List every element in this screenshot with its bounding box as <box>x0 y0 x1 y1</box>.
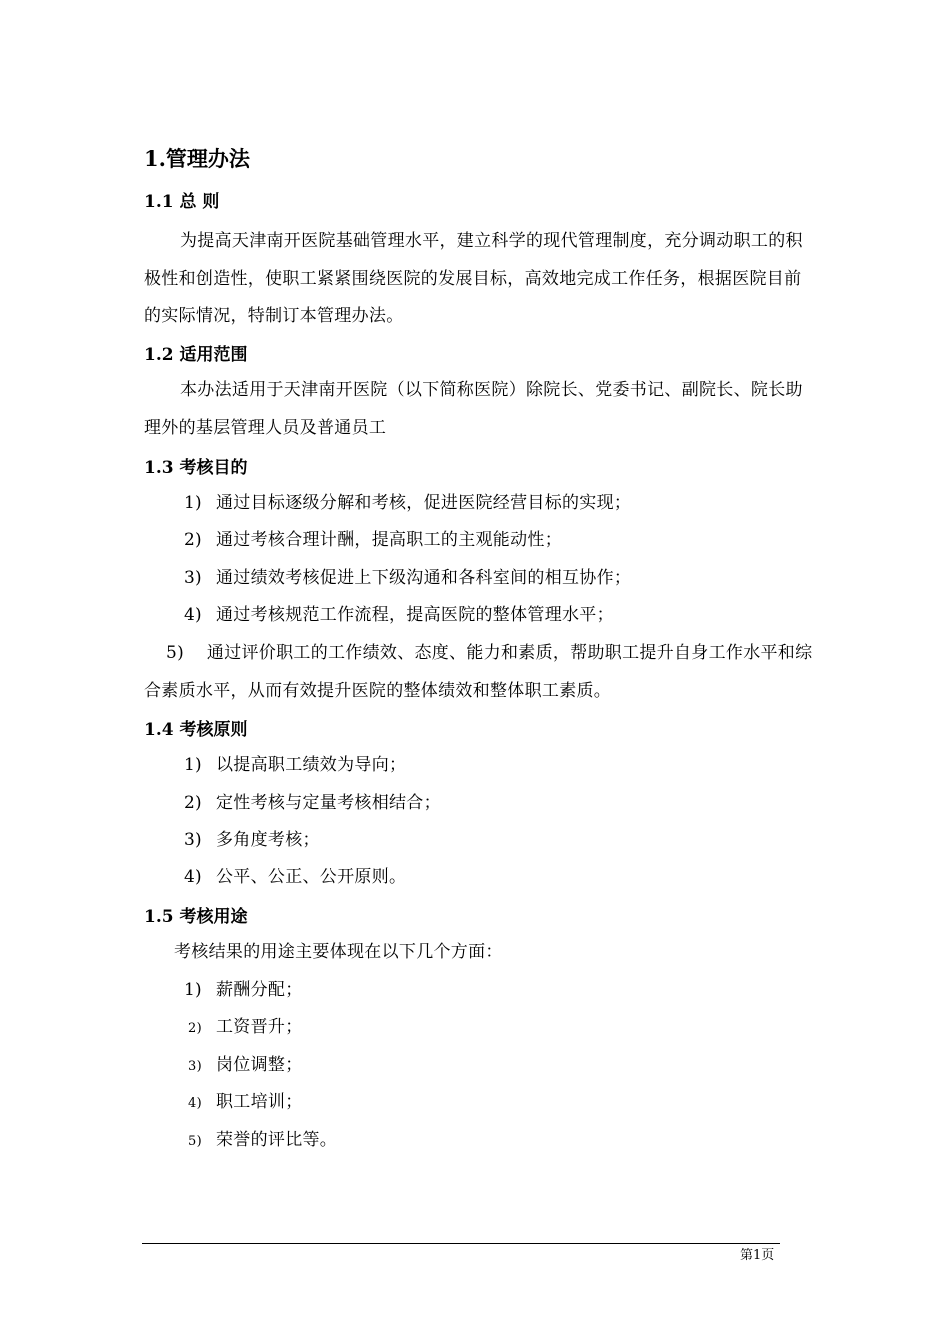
list-item-text: 通过考核规范工作流程，提高医院的整体管理水平； <box>216 605 614 625</box>
list-item-text: 工资晋升； <box>216 1017 303 1037</box>
list-item-text: 公平、公正、公开原则。 <box>216 867 407 887</box>
list-item <box>144 785 816 823</box>
list-item-number: 3) <box>183 830 202 850</box>
list-item-text: 荣誉的评比等。 <box>216 1130 338 1150</box>
list-item-text: 通过评价职工的工作绩效、态度、能力和素质，帮助职工提升自身工作水平和综合素质水平，从而有效提升医院的整体绩效和整体职工素质。 <box>144 643 813 701</box>
section-1-2-paragraph: 本办法适用于天津南开医院（以下简称医院）除院长、党委书记、副院长、院长助理外的基层管理人员及普通员工 <box>144 380 803 438</box>
list-item-number: 2) <box>183 530 202 550</box>
page-number: 第1页 <box>740 1248 775 1263</box>
list-item-text: 定性考核与定量考核相结合； <box>216 793 441 813</box>
list-item <box>144 859 816 897</box>
section-1-5-paragraph: 考核结果的用途主要体现在以下几个方面： <box>174 942 503 962</box>
list-item-text: 岗位调整； <box>216 1055 303 1075</box>
list-item-number: 1) <box>183 755 202 775</box>
footer-divider <box>142 1243 780 1244</box>
list-item-text: 通过绩效考核促进上下级沟通和各科室间的相互协作； <box>216 568 632 588</box>
list-item-number: 2) <box>188 1021 202 1036</box>
list-item-number: 5) <box>188 1134 202 1149</box>
list-item <box>144 597 816 635</box>
list-item-number: 5) <box>166 643 185 663</box>
list-item <box>144 485 816 523</box>
list-item-number: 3) <box>183 568 202 588</box>
list-item <box>144 560 816 598</box>
list-item-number: 1) <box>183 493 202 513</box>
section-heading-1-5: 1.5 考核用途 <box>144 907 248 927</box>
list-item <box>144 635 816 710</box>
list-item-text: 多角度考核； <box>216 830 320 850</box>
list-item-number: 1) <box>183 980 202 1000</box>
list-item <box>144 1122 816 1161</box>
section-heading-1-1: 1.1 总 则 <box>144 192 220 212</box>
list-item <box>144 1047 816 1086</box>
list-item-number: 3) <box>188 1059 202 1074</box>
list-item-number: 4) <box>188 1096 202 1111</box>
page-title: 1.管理办法 <box>144 146 250 171</box>
section-heading-1-3: 1.3 考核目的 <box>144 458 248 478</box>
list-item-number: 2) <box>183 793 202 813</box>
section-1-1-paragraph: 为提高天津南开医院基础管理水平，建立科学的现代管理制度，充分调动职工的积极性和创造性，使职工紧紧围绕医院的发展目标，高效地完成工作任务，根据医院目前的实际情况，特制订本管理办法。 <box>144 231 803 326</box>
list-item-text: 薪酬分配； <box>216 980 303 1000</box>
list-item <box>144 522 816 560</box>
list-item <box>144 972 816 1010</box>
section-heading-1-2: 1.2 适用范围 <box>144 345 248 365</box>
list-item-number: 4) <box>183 867 202 887</box>
list-item <box>144 822 816 860</box>
list-item <box>144 1009 816 1048</box>
section-heading-1-4: 1.4 考核原则 <box>144 720 248 740</box>
list-item-text: 职工培训； <box>216 1092 303 1112</box>
list-item <box>144 747 816 785</box>
list-item-text: 通过考核合理计酬，提高职工的主观能动性； <box>216 530 562 550</box>
list-item-text: 通过目标逐级分解和考核，促进医院经营目标的实现； <box>216 493 632 513</box>
list-item <box>144 1084 816 1123</box>
list-item-number: 4) <box>183 605 202 625</box>
list-item-text: 以提高职工绩效为导向； <box>216 755 407 775</box>
